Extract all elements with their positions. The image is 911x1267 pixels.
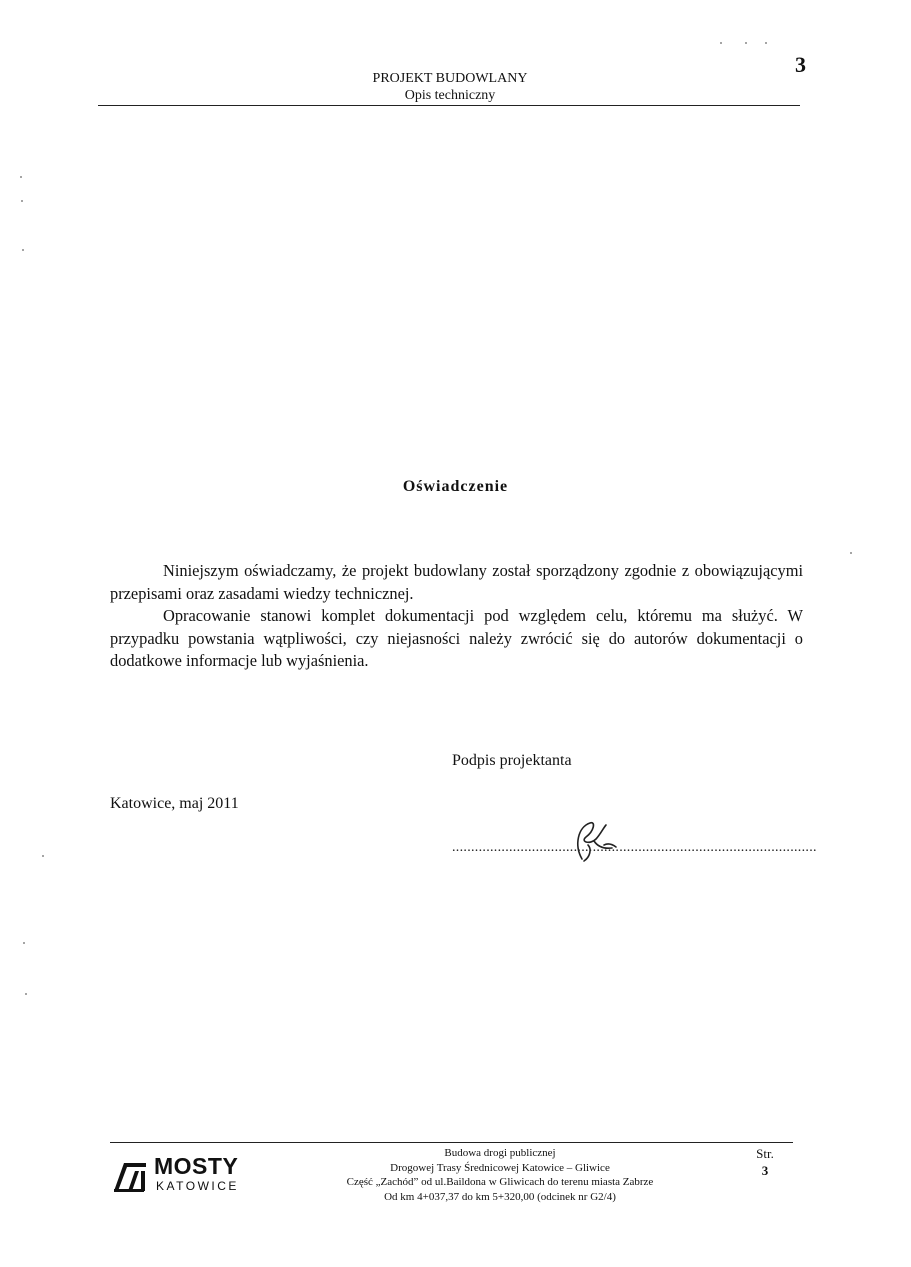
statement-paragraph-2: Opracowanie stanowi komplet dokumentacji pod względem celu, któremu ma służyć. W przypadku powstania wątpliwości, czy niejasności należy zwrócić się do autorów dokumentacji o dodatkowe informacje lub wyjaśnienia. [110, 606, 803, 670]
scan-speck [42, 855, 44, 857]
signature-label: Podpis projektanta [452, 752, 572, 769]
footer-line-4: Od km 4+037,37 do km 5+320,00 (odcinek nr G2/4) [384, 1190, 616, 1203]
scan-speck [720, 42, 722, 44]
footer-page-box [740, 1145, 790, 1179]
scan-speck [20, 176, 22, 178]
footer-page-number: 3 [761, 1163, 769, 1178]
signature-line: ................................................................................................ [452, 840, 817, 855]
scan-speck [25, 993, 27, 995]
project-title: PROJEKT BUDOWLANY [372, 71, 528, 86]
company-logo [112, 1153, 257, 1195]
place-and-date: Katowice, maj 2011 [110, 795, 239, 812]
handwritten-signature [560, 815, 620, 865]
statement-paragraph-1: Niniejszym oświadczamy, że projekt budowlany został sporządzony zgodnie z obowiązującymi przepisami oraz zasadami wiedzy technicznej. [110, 561, 803, 603]
scan-speck [765, 42, 767, 44]
footer-line-1: Budowa drogi publicznej [444, 1147, 556, 1159]
footer-line-2: Drogowej Trasy Średnicowej Katowice – Gliwice [390, 1161, 610, 1174]
scan-speck [745, 42, 747, 44]
footer-page-label: Str. [756, 1146, 774, 1161]
scan-speck [21, 200, 23, 202]
footer-line-3: Część „Zachód” od ul.Baildona w Gliwicach do terenu miasta Zabrze [346, 1176, 654, 1188]
mosty-logo-icon [112, 1159, 148, 1193]
footer-divider [110, 1142, 793, 1143]
statement-title: Oświadczenie [402, 478, 509, 495]
header-divider [98, 105, 800, 106]
footer-project-info [300, 1146, 700, 1204]
section-title: Opis techniczny [404, 88, 496, 103]
scan-speck [23, 942, 25, 944]
document-header [300, 70, 600, 104]
statement-body [110, 560, 803, 673]
logo-city: KATOWICE [156, 1179, 239, 1193]
page-number: 3 [795, 52, 806, 77]
scan-speck [22, 249, 24, 251]
scan-speck [850, 552, 852, 554]
logo-name: MOSTY [154, 1153, 239, 1179]
